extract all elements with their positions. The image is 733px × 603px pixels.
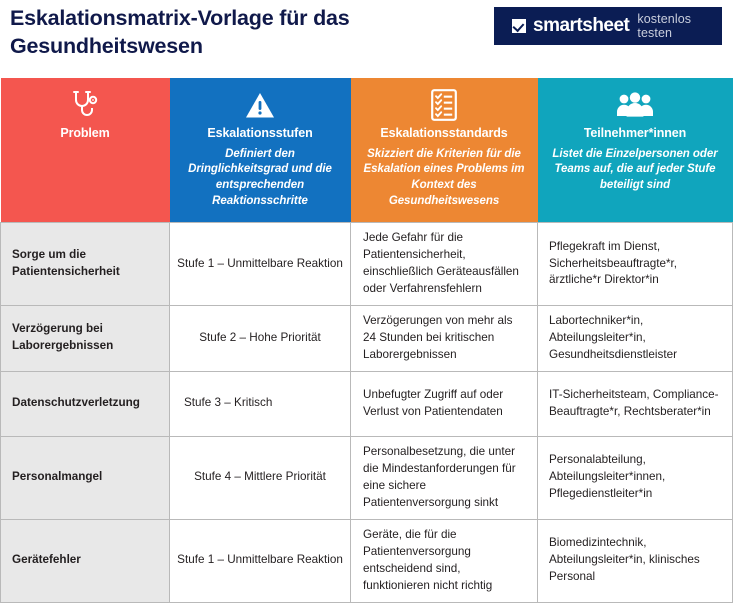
table-row: [1, 305, 733, 371]
cell-standard: Verzögerungen von mehr als 24 Stunden bei kritischen Laborergebnissen: [351, 305, 538, 371]
brand-name: smartsheet: [533, 15, 630, 36]
stethoscope-icon: [10, 88, 161, 122]
cell-participants: Pflegekraft im Dienst, Sicherheitsbeauftragte*r, ärztliche*r Direktor*in: [538, 223, 733, 306]
column-header-participants: [538, 78, 733, 223]
cell-level: Stufe 1 – Unmittelbare Reaktion: [170, 519, 351, 602]
cell-level: Stufe 2 – Hohe Priorität: [170, 305, 351, 371]
page-header: [0, 0, 732, 78]
cell-participants: Biomedizintechnik, Abteilungsleiter*in, klinisches Personal: [538, 519, 733, 602]
cell-standard: Jede Gefahr für die Patientensicherheit, einschließlich Geräteausfällen oder Verfahrensfehlern: [351, 223, 538, 306]
cell-problem: Gerätefehler: [1, 519, 170, 602]
cell-level: Stufe 3 – Kritisch: [170, 371, 351, 436]
table-row: [1, 371, 733, 436]
cell-problem: Personalmangel: [1, 436, 170, 519]
cell-participants: IT-Sicherheitsteam, Compliance-Beauftragte*r, Rechtsberater*in: [538, 371, 733, 436]
table-row: [1, 223, 733, 306]
cell-level: Stufe 4 – Mittlere Priorität: [170, 436, 351, 519]
column-header-participants-title: Teilnehmer*innen: [583, 126, 687, 140]
column-header-problem: [1, 78, 170, 223]
column-header-standard: [351, 78, 538, 223]
brand-tagline: kostenlos testen: [637, 12, 692, 40]
cell-problem: Datenschutzverletzung: [1, 371, 170, 436]
column-header-level-subtitle: Definiert den Dringlichkeitsgrad und die entsprechenden Reaktionsschritte: [188, 147, 332, 208]
column-header-participants-subtitle: Listet die Einzelpersonen oder Teams auf, die auf jeder Stufe beteiligt sind: [552, 147, 718, 192]
cell-participants: Labortechniker*in, Abteilungsleiter*in, Gesundheitsdienstleister: [538, 305, 733, 371]
matrix-header-row: [1, 78, 733, 223]
column-header-standard-subtitle: Skizziert die Kriterien für die Eskalation eines Problems im Kontext des Gesundheitswesens: [363, 147, 525, 208]
table-row: [1, 436, 733, 519]
checklist-icon: [360, 88, 529, 122]
cell-standard: Personalbesetzung, die unter die Mindestanforderungen für eine sichere Patientenversorgung sinkt: [351, 436, 538, 519]
cell-problem: Sorge um die Patientensicherheit: [1, 223, 170, 306]
escalation-matrix-table: [0, 78, 733, 603]
column-header-level-title: Eskalationsstufen: [207, 126, 313, 140]
people-group-icon: [547, 88, 724, 122]
cell-problem: Verzögerung bei Laborergebnissen: [1, 305, 170, 371]
warning-triangle-icon: [179, 88, 342, 122]
table-row: [1, 519, 733, 602]
matrix-body: [1, 223, 733, 603]
cell-level: Stufe 1 – Unmittelbare Reaktion: [170, 223, 351, 306]
cell-standard: Geräte, die für die Patientenversorgung entscheidend sind, funktionieren nicht richtig: [351, 519, 538, 602]
column-header-standard-title: Eskalationsstandards: [380, 126, 508, 140]
cell-participants: Personalabteilung, Abteilungsleiter*innen, Pflegedienstleiter*in: [538, 436, 733, 519]
page-title: Eskalationsmatrix-Vorlage für das Gesundheitswesen: [10, 6, 350, 59]
cell-standard: Unbefugter Zugriff auf oder Verlust von Patientendaten: [351, 371, 538, 436]
smartsheet-trial-badge[interactable]: [494, 7, 722, 45]
checkbox-checked-icon: [512, 19, 526, 33]
column-header-problem-title: Problem: [60, 126, 110, 140]
column-header-level: [170, 78, 351, 223]
